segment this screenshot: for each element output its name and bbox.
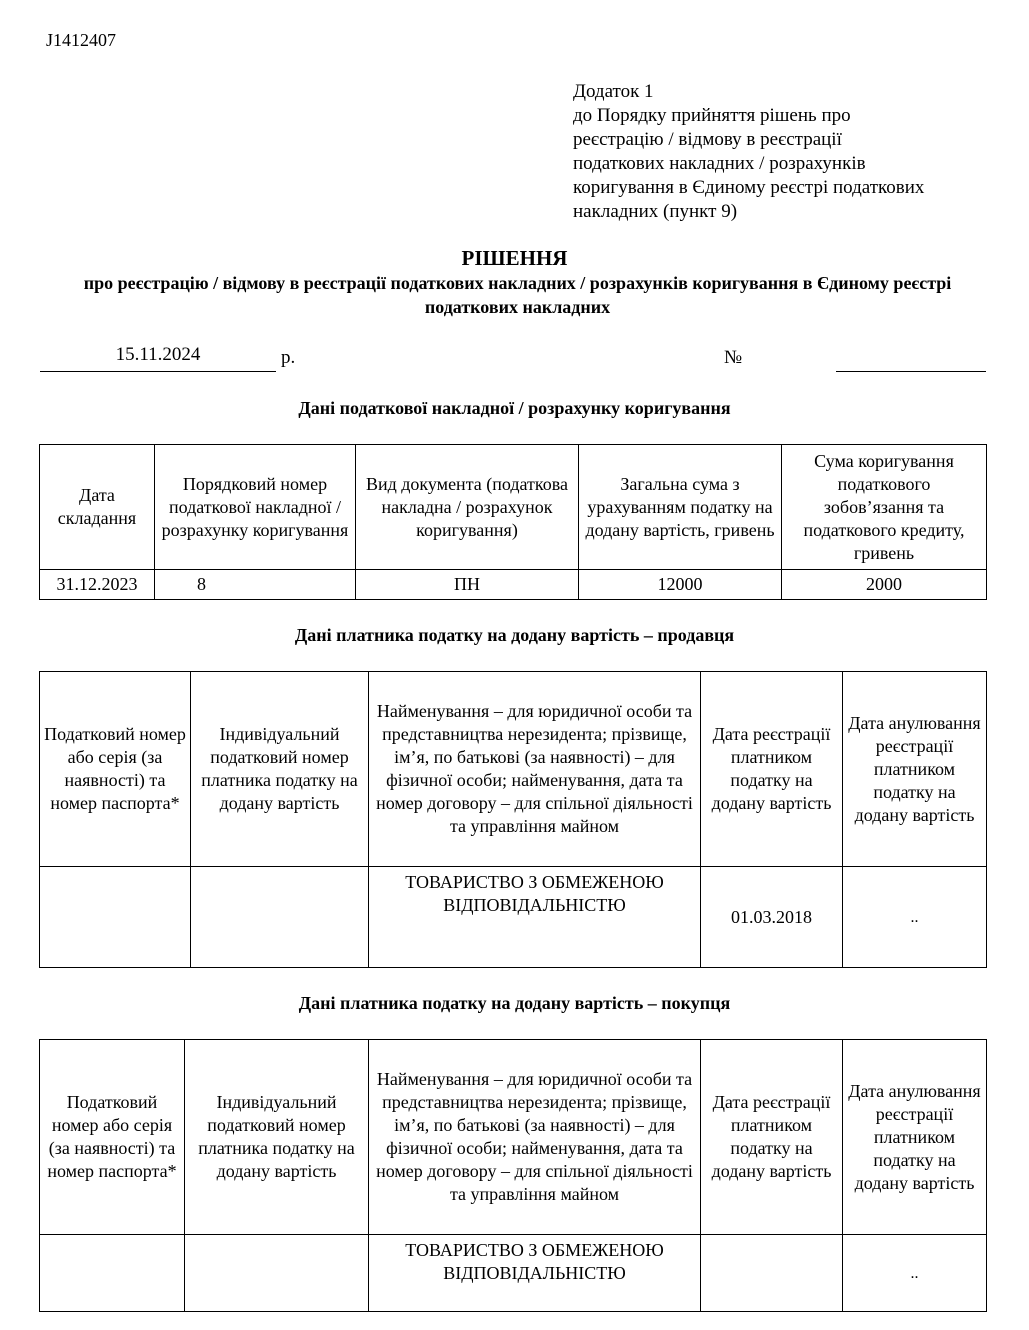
total-amount-cell: 12000 <box>579 570 782 600</box>
registration-date-cell: 01.03.2018 <box>701 867 843 968</box>
header-cell: Податковий номер або серія (за наявності) та номер паспорта* <box>40 1040 185 1235</box>
header-cell: Індивідуальний податковий номер платника податку на додану вартість <box>191 672 369 867</box>
appendix-line: накладних (пункт 9) <box>573 201 738 222</box>
invoice-table <box>39 444 987 600</box>
decision-number-field <box>836 371 986 372</box>
decision-number-label: № <box>724 347 743 368</box>
header-cell: Дата анулювання реєстрації платником податку на додану вартість <box>843 672 987 867</box>
ipn-cell <box>191 867 369 968</box>
tax-number-cell <box>40 867 191 968</box>
appendix-line: коригування в Єдиному реєстрі податкових <box>573 177 925 198</box>
company-name-cell: ТОВАРИСТВО З ОБМЕЖЕНОЮ ВІДПОВІДАЛЬНІСТЮ <box>369 867 701 968</box>
document-title: РІШЕННЯ <box>461 246 568 270</box>
document-type-cell: ПН <box>356 570 579 600</box>
header-cell: Податковий номер або серія (за наявності) та номер паспорта* <box>40 672 191 867</box>
date-suffix: р. <box>281 347 296 368</box>
appendix-note <box>573 80 1003 224</box>
header-cell: Сума коригування податкового зобов’язання та податкового кредиту, гривень <box>782 445 987 570</box>
header-cell: Дата реєстрації платником податку на додану вартість <box>701 1040 843 1235</box>
table-row <box>40 867 987 968</box>
registration-date-cell <box>701 1235 843 1312</box>
header-cell: Вид документа (податкова накладна / розрахунок коригування) <box>356 445 579 570</box>
header-cell: Порядковий номер податкової накладної / розрахунку коригування <box>155 445 356 570</box>
cancellation-date-cell: .. <box>843 867 987 968</box>
header-cell: Дата реєстрації платником податку на додану вартість <box>701 672 843 867</box>
header-cell: Загальна сума з урахуванням податку на додану вартість, гривень <box>579 445 782 570</box>
decision-date: 15.11.2024 <box>115 344 201 365</box>
appendix-line: податкових накладних / розрахунків <box>573 153 866 174</box>
date-underline <box>40 371 276 372</box>
table-header-row <box>40 1040 987 1235</box>
table-row <box>40 1235 987 1312</box>
invoice-section-title: Дані податкової накладної / розрахунку коригування <box>298 398 731 418</box>
appendix-line: реєстрацію / відмову в реєстрації <box>573 129 842 150</box>
cancellation-date-cell: .. <box>843 1235 987 1312</box>
header-cell: Найменування – для юридичної особи та представництва нерезидента; прізвище, ім’я, по батькові (за наявності) – для фізичної особи; найменування, дата та номер договору – для спільної діяльності та управління майном <box>369 1040 701 1235</box>
header-cell: Дата складання <box>40 445 155 570</box>
header-cell: Найменування – для юридичної особи та представництва нерезидента; прізвище, ім’я, по батькові (за наявності) – для фізичної особи; найменування, дата та номер договору – для спільної діяльності та управління майном <box>369 672 701 867</box>
table-header-row <box>40 672 987 867</box>
tax-number-cell <box>40 1235 185 1312</box>
appendix-line: Додаток 1 <box>573 81 654 102</box>
appendix-line: до Порядку прийняття рішень про <box>573 105 851 126</box>
form-code: J1412407 <box>46 30 117 50</box>
buyer-section-title: Дані платника податку на додану вартість – покупця <box>298 993 731 1013</box>
seller-table <box>39 671 987 968</box>
correction-amount-cell: 2000 <box>782 570 987 600</box>
company-name-cell: ТОВАРИСТВО З ОБМЕЖЕНОЮ ВІДПОВІДАЛЬНІСТЮ <box>369 1235 701 1312</box>
seller-section-title: Дані платника податку на додану вартість – продавця <box>294 625 735 645</box>
ipn-cell <box>185 1235 369 1312</box>
table-row <box>40 570 987 600</box>
invoice-date-cell: 31.12.2023 <box>40 570 155 600</box>
header-cell: Індивідуальний податковий номер платника податку на додану вартість <box>185 1040 369 1235</box>
header-cell: Дата анулювання реєстрації платником податку на додану вартість <box>843 1040 987 1235</box>
table-header-row <box>40 445 987 570</box>
buyer-table <box>39 1039 987 1312</box>
document-subtitle: про реєстрацію / відмову в реєстрації податкових накладних / розрахунків коригування в Єдиному реєстрі податкових накладних <box>83 273 952 317</box>
invoice-number-cell: 8 <box>155 570 356 600</box>
